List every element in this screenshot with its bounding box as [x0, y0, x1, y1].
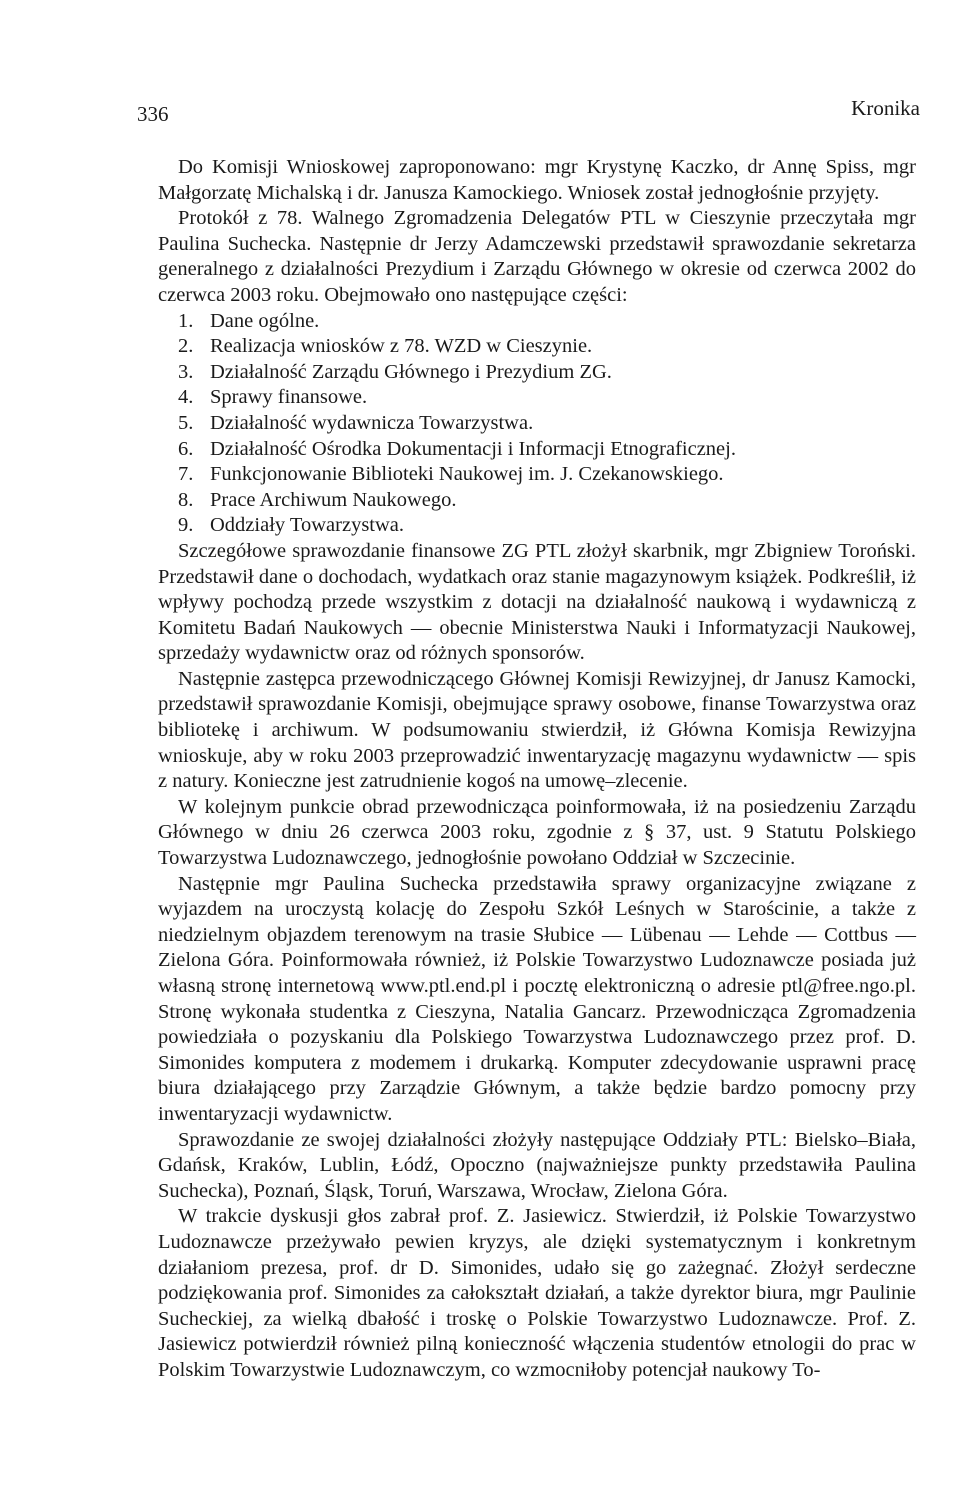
list-item [158, 385, 916, 411]
report-parts-list [158, 309, 916, 539]
list-item-number: 6. [178, 437, 194, 460]
list-item-number: 9. [178, 514, 194, 537]
list-item-text: Oddziały Towarzystwa. [210, 514, 405, 537]
list-item-text: Realizacja wniosków z 78. WZD w Cieszynie. [210, 335, 593, 358]
list-item [158, 488, 916, 514]
list-item [158, 411, 916, 437]
list-item [158, 462, 916, 488]
running-head: Kronika [851, 96, 920, 120]
list-item-number: 7. [178, 463, 194, 486]
body-text [158, 155, 916, 1384]
list-item [158, 360, 916, 386]
list-item-number: 2. [178, 335, 194, 358]
list-item-text: Działalność Ośrodka Dokumentacji i Informacji Etnograficznej. [210, 437, 736, 460]
list-item-text: Prace Archiwum Naukowego. [210, 488, 457, 511]
page-number: 336 [137, 102, 169, 126]
list-item-number: 1. [178, 309, 194, 332]
paragraph: Protokół z 78. Walnego Zgromadzenia Delegatów PTL w Cieszynie przeczytała mgr Paulina Suchecka. Następnie dr Jerzy Adamczewski przedstawił sprawozdanie sekretarza generalnego z działalności Prezydium i Zarządu Głównego w okresie od czerwca 2002 do czerwca 2003 roku. Obejmowało ono następujące części: [158, 207, 916, 306]
list-item-text: Działalność wydawnicza Towarzystwa. [210, 411, 534, 434]
paragraph: Następnie zastępca przewodniczącego Głównej Komisji Rewizyjnej, dr Janusz Kamocki, przedstawił sprawozdanie Komisji, obejmujące sprawy osobowe, finanse Towarzystwa oraz bibliotekę i archiwum. W podsumowaniu stwierdził, iż Główna Komisja Rewizyjna wnioskuje, aby w roku 2003 przeprowadzić inwentaryzację magazynu wydawnictw — spis z natury. Konieczne jest zatrudnienie kogoś na umowę–zlecenie. [158, 667, 916, 793]
paragraph: Następnie mgr Paulina Suchecka przedstawiła sprawy organizacyjne związane z wyjazdem na uroczystą kolację do Zespołu Szkół Leśnych w Starościnie, a także z niedzielnym objazdem terenowym na trasie Słubice — Lübenau — Lehde — Cottbus — Zielona Góra. Poinformowała również, iż Polskie Towarzystwo Ludoznawcze posiada już własną stronę internetową www.ptl.end.pl i pocztę elektroniczną o adresie ptl@free.ngo.pl. Stronę wykonała studentka z Cieszyna, Natalia Gancarz. Przewodnicząca Zgromadzenia powiedziała o pozyskaniu dla Polskiego Towarzystwa Ludoznawczego przez prof. D. Simonides komputera z modemem i drukarką. Komputer zdecydowanie usprawni pracę biura działającego przy Zarządzie Głównym, a także będzie bardzo pomocny przy inwentaryzacji wydawnictw. [158, 872, 916, 1125]
paragraph: Szczegółowe sprawozdanie finansowe ZG PTL złożył skarbnik, mgr Zbigniew Toroński. Przedstawił dane o dochodach, wydatkach oraz stanie magazynowym książek. Podkreślił, iż wpływy pochodzą przede wszystkim z dotacji na działalność naukową i wydawniczą z Komitetu Badań Naukowych — obecnie Ministerstwa Nauki i Informatyzacji Naukowej, sprzedaży wydawnictw oraz od różnych sponsorów. [158, 539, 916, 665]
paragraph: W kolejnym punkcie obrad przewodnicząca poinformowała, iż na posiedzeniu Zarządu Głównego w dniu 26 czerwca 2003 roku, zgodnie z § 37, ust. 9 Statutu Polskiego Towarzystwa Ludoznawczego, jednogłośnie powołano Oddział w Szczecinie. [158, 795, 916, 870]
list-item-number: 3. [178, 360, 194, 383]
list-item-text: Dane ogólne. [210, 309, 320, 332]
paragraph: Sprawozdanie ze swojej działalności złożyły następujące Oddziały PTL: Bielsko–Biała, Gdańsk, Kraków, Lublin, Łódź, Opoczno (najważniejsze punkty przedstawiła Paulina Suchecka), Poznań, Śląsk, Toruń, Warszawa, Wrocław, Zielona Góra. [158, 1128, 916, 1202]
list-item [158, 513, 916, 539]
paragraph: W trakcie dyskusji głos zabrał prof. Z. Jasiewicz. Stwierdził, iż Polskie Towarzystwo Ludoznawcze przeżywało pewien kryzys, ale dzięki systematycznym i konkretnym działaniom prezesa, prof. dr D. Simonides, udało się go zażegnać. Złożył serdeczne podziękowania prof. Simonides za całokształt działań, a także dyrektor biura, mgr Paulinie Sucheckiej, za wielką dbałość i troskę o Polskie Towarzystwo Ludoznawcze. Prof. Z. Jasiewicz potwierdził również pilną konieczność włączenia studentów etnologii do prac w Polskim Towarzystwie Ludoznawczym, co wzmocniłoby potencjał naukowy To- [158, 1205, 916, 1381]
list-item-number: 8. [178, 488, 194, 511]
list-item-text: Działalność Zarządu Głównego i Prezydium ZG. [210, 360, 612, 383]
list-item [158, 334, 916, 360]
list-item-number: 5. [178, 411, 194, 434]
list-item [158, 437, 916, 463]
paragraph: Do Komisji Wnioskowej zaproponowano: mgr Krystynę Kaczko, dr Annę Spiss, mgr Małgorzatę Michalską i dr. Janusza Kamockiego. Wniosek został jednogłośnie przyjęty. [158, 156, 916, 204]
list-item [158, 309, 916, 335]
list-item-text: Sprawy finansowe. [210, 386, 368, 409]
list-item-number: 4. [178, 386, 194, 409]
list-item-text: Funkcjonowanie Biblioteki Naukowej im. J. Czekanowskiego. [210, 463, 724, 486]
